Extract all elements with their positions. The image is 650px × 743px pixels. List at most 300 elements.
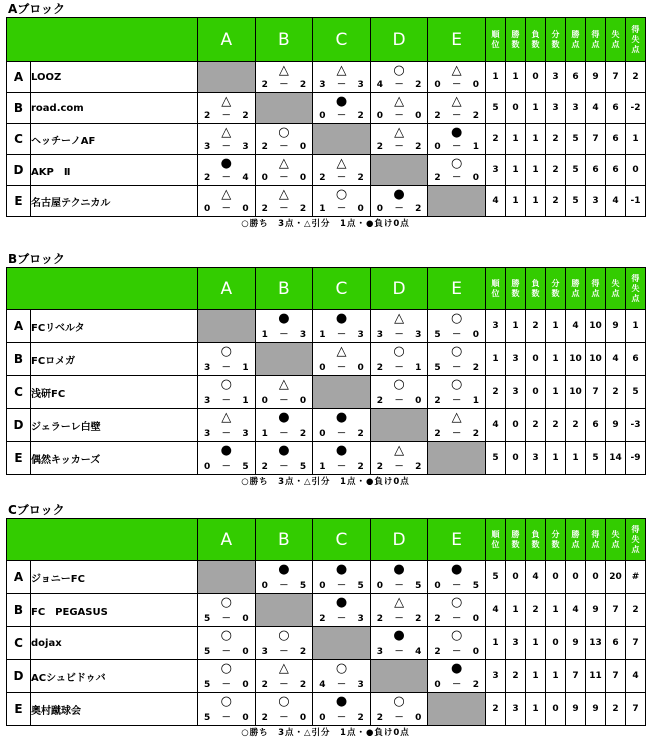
opponent-column-header: E bbox=[428, 268, 486, 310]
score-separator: － bbox=[394, 581, 404, 591]
team-name: ACシュビドゥバ bbox=[31, 660, 198, 693]
score-separator: － bbox=[394, 142, 404, 152]
score-separator: － bbox=[452, 429, 462, 439]
team-name: FC PEGASUS bbox=[31, 594, 198, 627]
win-mark: ○ bbox=[393, 63, 405, 78]
match-score bbox=[262, 396, 307, 407]
win-mark: ○ bbox=[451, 156, 463, 171]
stat-draws: 2 bbox=[545, 186, 565, 217]
match-result-cell bbox=[255, 186, 313, 217]
score-for: 2 bbox=[319, 614, 326, 624]
stat-goal-difference: -1 bbox=[625, 186, 645, 217]
match-score bbox=[434, 581, 479, 592]
team-letter: B bbox=[7, 93, 31, 124]
win-mark: ○ bbox=[451, 595, 463, 610]
match-score bbox=[204, 173, 249, 184]
score-separator: － bbox=[336, 581, 346, 591]
team-row bbox=[7, 594, 646, 627]
match-result-cell bbox=[370, 561, 428, 594]
opponent-column-header: C bbox=[313, 519, 371, 561]
draw-mark: △ bbox=[278, 156, 289, 171]
match-score bbox=[319, 111, 364, 122]
match-result-cell bbox=[428, 594, 486, 627]
stat-draws: 0 bbox=[545, 627, 565, 660]
score-against: 2 bbox=[472, 680, 479, 690]
score-separator: － bbox=[279, 680, 289, 690]
stat-column-label: 得点 bbox=[591, 529, 600, 549]
score-separator: － bbox=[394, 80, 404, 90]
score-against: 5 bbox=[299, 581, 307, 591]
score-against: 2 bbox=[415, 614, 422, 624]
stat-column-header bbox=[545, 18, 565, 62]
stat-goals-for: 10 bbox=[585, 310, 605, 343]
score-against: 0 bbox=[299, 142, 307, 152]
match-result-cell bbox=[370, 310, 428, 343]
opponent-column-header: B bbox=[255, 18, 313, 62]
team-name: FCロメガ bbox=[31, 343, 198, 376]
score-separator: － bbox=[221, 204, 231, 214]
stat-goal-difference: 2 bbox=[625, 594, 645, 627]
match-result-cell bbox=[428, 376, 486, 409]
stat-goals-for: 9 bbox=[585, 594, 605, 627]
win-mark: ○ bbox=[220, 377, 232, 392]
stat-goal-difference: -2 bbox=[625, 93, 645, 124]
stat-goal-difference: # bbox=[625, 561, 645, 594]
stat-rank: 1 bbox=[485, 627, 505, 660]
score-separator: － bbox=[279, 581, 289, 591]
score-separator: － bbox=[336, 80, 346, 90]
stat-column-header bbox=[605, 18, 625, 62]
score-for: 2 bbox=[204, 173, 211, 183]
stat-wins: 1 bbox=[505, 62, 525, 93]
match-score bbox=[204, 680, 249, 691]
stat-goals-for: 6 bbox=[585, 155, 605, 186]
score-against: 0 bbox=[299, 173, 307, 183]
score-separator: － bbox=[221, 462, 231, 472]
match-score bbox=[319, 680, 364, 691]
score-against: 2 bbox=[415, 462, 422, 472]
score-separator: － bbox=[279, 330, 289, 340]
stat-points: 5 bbox=[565, 186, 585, 217]
stat-goals-for: 4 bbox=[585, 93, 605, 124]
stat-column-label: 勝点 bbox=[571, 529, 580, 549]
match-score bbox=[262, 80, 307, 91]
score-for: 4 bbox=[319, 680, 326, 690]
stat-losses: 2 bbox=[525, 310, 545, 343]
match-score bbox=[319, 614, 364, 625]
match-score bbox=[434, 429, 479, 440]
score-against: 5 bbox=[472, 581, 479, 591]
stat-draws: 1 bbox=[545, 660, 565, 693]
stat-goals-against: 4 bbox=[605, 186, 625, 217]
stat-goals-against: 6 bbox=[605, 627, 625, 660]
score-against: 0 bbox=[415, 111, 422, 121]
score-separator: － bbox=[336, 173, 346, 183]
stat-rank: 4 bbox=[485, 594, 505, 627]
team-name: ジョニーFC bbox=[31, 561, 198, 594]
match-score bbox=[434, 396, 479, 407]
stat-column-label: 失点 bbox=[611, 529, 620, 549]
loss-mark: ● bbox=[278, 410, 290, 425]
score-against: 0 bbox=[357, 204, 364, 214]
team-row bbox=[7, 376, 646, 409]
score-separator: － bbox=[279, 142, 289, 152]
stat-rank: 3 bbox=[485, 310, 505, 343]
loss-mark: ● bbox=[220, 443, 232, 458]
score-for: 2 bbox=[376, 462, 384, 472]
stat-goal-difference: 7 bbox=[625, 693, 645, 726]
score-for: 0 bbox=[204, 204, 211, 214]
score-against: 0 bbox=[242, 647, 249, 657]
stat-column-label: 負数 bbox=[531, 29, 540, 49]
match-result-cell bbox=[313, 693, 371, 726]
stat-column-label: 勝点 bbox=[571, 29, 580, 49]
win-mark: ○ bbox=[451, 311, 463, 326]
match-result-cell bbox=[198, 124, 256, 155]
score-separator: － bbox=[336, 363, 346, 373]
score-separator: － bbox=[394, 330, 404, 340]
team-letter: C bbox=[7, 627, 31, 660]
stat-points: 2 bbox=[565, 409, 585, 442]
stat-column-header bbox=[565, 18, 585, 62]
score-against: 2 bbox=[472, 429, 479, 439]
loss-mark: ● bbox=[335, 94, 348, 109]
team-row bbox=[7, 62, 646, 93]
match-result-cell bbox=[370, 343, 428, 376]
team-row bbox=[7, 693, 646, 726]
stat-points: 0 bbox=[565, 561, 585, 594]
opponent-column-header: E bbox=[428, 519, 486, 561]
draw-mark: △ bbox=[336, 344, 347, 359]
match-result-cell bbox=[198, 155, 256, 186]
stat-column-label: 分数 bbox=[551, 529, 560, 549]
score-against: 0 bbox=[242, 204, 249, 214]
stat-rank: 4 bbox=[485, 186, 505, 217]
match-result-cell bbox=[370, 124, 428, 155]
match-result-cell bbox=[255, 693, 313, 726]
score-separator: － bbox=[452, 173, 462, 183]
team-name: AKP Ⅱ bbox=[31, 155, 198, 186]
draw-mark: △ bbox=[394, 595, 405, 610]
stat-points: 10 bbox=[565, 343, 585, 376]
match-result-cell bbox=[198, 442, 256, 475]
match-result-cell bbox=[370, 442, 428, 475]
match-result-cell bbox=[255, 627, 313, 660]
match-score bbox=[204, 142, 249, 153]
stat-column-label: 負数 bbox=[531, 529, 540, 549]
stat-points: 1 bbox=[565, 442, 585, 475]
match-result-cell bbox=[428, 124, 486, 155]
score-against: 2 bbox=[357, 462, 364, 472]
opponent-column-header: D bbox=[370, 268, 428, 310]
score-for: 3 bbox=[261, 647, 268, 657]
score-against: 2 bbox=[299, 204, 307, 214]
team-letter: A bbox=[7, 561, 31, 594]
score-against: 0 bbox=[472, 647, 479, 657]
score-separator: － bbox=[279, 713, 289, 723]
score-for: 2 bbox=[434, 614, 441, 624]
score-for: 0 bbox=[319, 363, 326, 373]
team-row bbox=[7, 155, 646, 186]
team-name: 名古屋テクニカル bbox=[31, 186, 198, 217]
score-separator: － bbox=[394, 363, 404, 373]
stat-rank: 5 bbox=[485, 561, 505, 594]
stat-wins: 0 bbox=[505, 561, 525, 594]
opponent-column-header: C bbox=[313, 18, 371, 62]
self-match-cell bbox=[428, 442, 486, 475]
draw-mark: △ bbox=[221, 187, 232, 202]
score-separator: － bbox=[336, 111, 346, 121]
match-score bbox=[204, 429, 249, 440]
match-result-cell bbox=[428, 93, 486, 124]
team-row bbox=[7, 627, 646, 660]
win-mark: ○ bbox=[278, 628, 290, 643]
score-for: 1 bbox=[319, 462, 326, 472]
match-score bbox=[262, 204, 307, 215]
match-result-cell bbox=[370, 693, 428, 726]
team-letter: B bbox=[7, 594, 31, 627]
score-separator: － bbox=[452, 80, 462, 90]
stat-goal-difference: 7 bbox=[625, 627, 645, 660]
loss-mark: ● bbox=[278, 562, 290, 577]
stat-column-label: 順位 bbox=[491, 29, 500, 49]
stat-column-label: 順位 bbox=[491, 278, 500, 298]
score-for: 0 bbox=[434, 142, 441, 152]
team-name: 偶然キッカーズ bbox=[31, 442, 198, 475]
stat-points: 5 bbox=[565, 124, 585, 155]
stat-goals-against: 2 bbox=[605, 376, 625, 409]
loss-mark: ● bbox=[451, 562, 463, 577]
match-score bbox=[204, 614, 249, 625]
match-result-cell bbox=[198, 186, 256, 217]
draw-mark: △ bbox=[451, 94, 462, 109]
stat-goal-difference: -3 bbox=[625, 409, 645, 442]
match-result-cell bbox=[313, 594, 371, 627]
stat-draws: 2 bbox=[545, 409, 565, 442]
team-letter: E bbox=[7, 442, 31, 475]
score-against: 2 bbox=[299, 647, 307, 657]
team-row bbox=[7, 93, 646, 124]
score-separator: － bbox=[452, 680, 462, 690]
match-result-cell bbox=[313, 62, 371, 93]
stat-points: 6 bbox=[565, 62, 585, 93]
stat-column-label: 失点 bbox=[611, 278, 620, 298]
stat-column-header bbox=[525, 18, 545, 62]
stat-rank: 2 bbox=[485, 376, 505, 409]
loss-mark: ● bbox=[393, 187, 405, 202]
score-for: 5 bbox=[204, 713, 211, 723]
stat-column-header bbox=[585, 519, 605, 561]
team-row bbox=[7, 124, 646, 155]
stat-column-header bbox=[625, 18, 645, 62]
header-row bbox=[7, 18, 646, 62]
stat-losses: 0 bbox=[525, 343, 545, 376]
stat-draws: 1 bbox=[545, 310, 565, 343]
match-score bbox=[377, 581, 422, 592]
score-for: 1 bbox=[319, 204, 326, 214]
score-against: 2 bbox=[299, 429, 307, 439]
stat-column-label: 得失点 bbox=[631, 524, 640, 554]
stat-column-label: 順位 bbox=[491, 529, 500, 549]
team-row bbox=[7, 310, 646, 343]
standings-block bbox=[0, 1, 650, 230]
stat-column-label: 勝点 bbox=[571, 278, 580, 298]
match-score bbox=[434, 173, 479, 184]
header-corner bbox=[7, 18, 198, 62]
score-for: 1 bbox=[319, 330, 326, 340]
score-separator: － bbox=[336, 680, 346, 690]
score-for: 2 bbox=[434, 111, 441, 121]
score-separator: － bbox=[336, 614, 346, 624]
score-against: 2 bbox=[357, 429, 364, 439]
match-score bbox=[319, 713, 364, 724]
draw-mark: △ bbox=[451, 410, 462, 425]
score-for: 2 bbox=[376, 396, 384, 406]
draw-mark: △ bbox=[394, 443, 405, 458]
stat-wins: 0 bbox=[505, 93, 525, 124]
win-mark: ○ bbox=[220, 595, 232, 610]
stat-rank: 4 bbox=[485, 409, 505, 442]
block-title: Aブロック bbox=[8, 2, 66, 16]
score-against: 2 bbox=[299, 680, 307, 690]
score-against: 2 bbox=[472, 111, 479, 121]
score-separator: － bbox=[452, 363, 462, 373]
win-mark: ○ bbox=[451, 377, 463, 392]
self-match-cell bbox=[198, 310, 256, 343]
score-for: 2 bbox=[319, 173, 326, 183]
stat-rank: 1 bbox=[485, 62, 505, 93]
score-separator: － bbox=[279, 647, 289, 657]
draw-mark: △ bbox=[336, 63, 347, 78]
score-for: 5 bbox=[434, 363, 441, 373]
match-score bbox=[204, 111, 249, 122]
score-for: 3 bbox=[204, 396, 211, 406]
score-for: 2 bbox=[434, 396, 441, 406]
match-score bbox=[434, 363, 479, 374]
stat-goals-against: 6 bbox=[605, 124, 625, 155]
loss-mark: ● bbox=[393, 628, 405, 643]
score-against: 2 bbox=[357, 173, 364, 183]
score-for: 3 bbox=[376, 330, 384, 340]
score-for: 1 bbox=[261, 330, 268, 340]
win-mark: ○ bbox=[220, 694, 232, 709]
self-match-cell bbox=[370, 660, 428, 693]
team-name: ジェラーレ白壁 bbox=[31, 409, 198, 442]
match-score bbox=[319, 173, 364, 184]
team-letter: B bbox=[7, 343, 31, 376]
match-result-cell bbox=[198, 693, 256, 726]
stat-losses: 1 bbox=[525, 693, 545, 726]
stat-goal-difference: 4 bbox=[625, 660, 645, 693]
stat-goals-for: 6 bbox=[585, 409, 605, 442]
self-match-cell bbox=[370, 155, 428, 186]
stat-column-header bbox=[485, 18, 505, 62]
score-against: 0 bbox=[242, 713, 249, 723]
stat-column-header bbox=[525, 519, 545, 561]
score-for: 5 bbox=[204, 614, 211, 624]
stat-points: 9 bbox=[565, 693, 585, 726]
match-result-cell bbox=[428, 561, 486, 594]
legend: ○勝ち 3点・△引分 1点・●負け0点 bbox=[241, 477, 410, 487]
stat-losses: 1 bbox=[525, 660, 545, 693]
match-score bbox=[319, 330, 364, 341]
loss-mark: ● bbox=[335, 311, 348, 326]
opponent-column-header: A bbox=[198, 519, 256, 561]
stat-wins: 3 bbox=[505, 693, 525, 726]
match-score bbox=[377, 396, 422, 407]
stat-draws: 3 bbox=[545, 93, 565, 124]
score-for: 2 bbox=[376, 142, 384, 152]
team-row bbox=[7, 561, 646, 594]
draw-mark: △ bbox=[394, 311, 405, 326]
win-mark: ○ bbox=[220, 661, 232, 676]
stat-column-label: 分数 bbox=[551, 29, 560, 49]
stat-points: 5 bbox=[565, 155, 585, 186]
opponent-column-header: D bbox=[370, 519, 428, 561]
score-for: 2 bbox=[376, 614, 384, 624]
score-separator: － bbox=[336, 204, 346, 214]
score-separator: － bbox=[221, 111, 231, 121]
opponent-column-header: D bbox=[370, 18, 428, 62]
match-result-cell bbox=[198, 660, 256, 693]
match-result-cell bbox=[198, 627, 256, 660]
match-result-cell bbox=[428, 627, 486, 660]
score-separator: － bbox=[336, 330, 346, 340]
team-row bbox=[7, 186, 646, 217]
score-separator: － bbox=[279, 429, 289, 439]
match-result-cell bbox=[313, 343, 371, 376]
draw-mark: △ bbox=[221, 94, 232, 109]
score-separator: － bbox=[279, 204, 289, 214]
stat-wins: 1 bbox=[505, 310, 525, 343]
match-score bbox=[262, 462, 307, 473]
team-letter: A bbox=[7, 310, 31, 343]
match-score bbox=[204, 396, 249, 407]
stat-column-label: 得点 bbox=[591, 278, 600, 298]
score-for: 0 bbox=[434, 680, 441, 690]
stat-wins: 3 bbox=[505, 343, 525, 376]
stat-goals-for: 5 bbox=[585, 442, 605, 475]
stat-goals-against: 7 bbox=[605, 594, 625, 627]
team-letter: A bbox=[7, 62, 31, 93]
score-for: 5 bbox=[204, 647, 211, 657]
team-row bbox=[7, 409, 646, 442]
match-result-cell bbox=[255, 561, 313, 594]
stat-column-header bbox=[545, 519, 565, 561]
match-score bbox=[377, 142, 422, 153]
match-result-cell bbox=[198, 409, 256, 442]
stat-draws: 1 bbox=[545, 376, 565, 409]
stat-goal-difference: 5 bbox=[625, 376, 645, 409]
score-for: 3 bbox=[204, 363, 211, 373]
score-against: 3 bbox=[357, 680, 364, 690]
match-score bbox=[434, 680, 479, 691]
block-title: Bブロック bbox=[8, 252, 65, 266]
score-against: 2 bbox=[357, 713, 364, 723]
team-name: FCリベルタ bbox=[31, 310, 198, 343]
loss-mark: ● bbox=[335, 595, 348, 610]
legend: ○勝ち 3点・△引分 1点・●負け0点 bbox=[241, 219, 410, 229]
score-separator: － bbox=[452, 111, 462, 121]
score-for: 0 bbox=[319, 581, 326, 591]
loss-mark: ● bbox=[451, 125, 463, 140]
score-separator: － bbox=[221, 429, 231, 439]
stat-rank: 2 bbox=[485, 124, 505, 155]
legend: ○勝ち 3点・△引分 1点・●負け0点 bbox=[241, 728, 410, 738]
stat-draws: 0 bbox=[545, 693, 565, 726]
score-against: 5 bbox=[299, 462, 307, 472]
score-separator: － bbox=[221, 173, 231, 183]
